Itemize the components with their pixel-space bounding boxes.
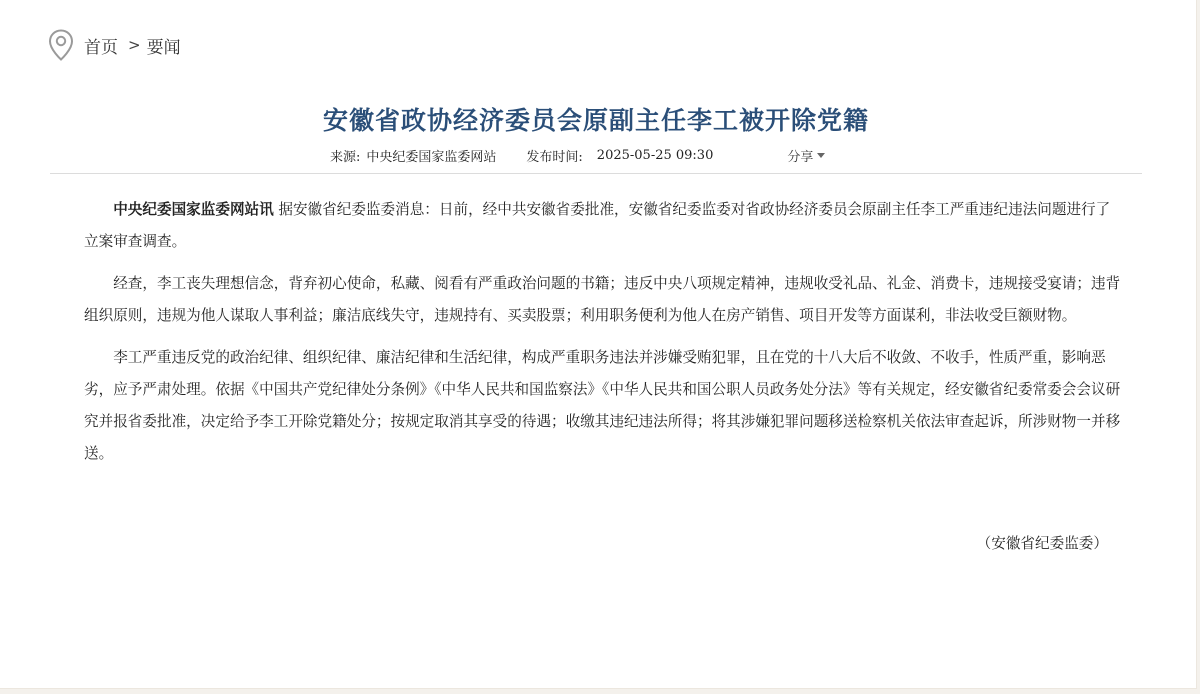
source-label: 来源: (330, 149, 361, 165)
header-divider (50, 173, 1142, 174)
breadcrumb (48, 28, 181, 62)
paragraph-text: 经查，李工丧失理想信念，背弃初心使命，私藏、阅看有严重政治问题的书籍；违反中央八项规定精神，违规收受礼品、礼金、消费卡，违规接受宴请；违背组织原则，违规为他人谋取人事利益；廉洁底线失守，违规持有、买卖股票；利用职务便利为他人在房产销售、项目开发等方面谋利，非法收受巨额财物。 (84, 275, 1121, 324)
breadcrumb-home-link[interactable]: 首页 (84, 37, 118, 58)
date-group (526, 146, 713, 165)
paragraph-1 (84, 194, 1124, 258)
source-value: 中央纪委国家监委网站 (366, 149, 497, 165)
article-body (84, 194, 1124, 480)
location-pin-icon (48, 29, 74, 61)
source-note: （安徽省纪委监委） (976, 535, 1108, 552)
paragraph-2 (84, 268, 1124, 332)
breadcrumb-current-link[interactable]: 要闻 (146, 37, 181, 58)
paragraph-3 (84, 342, 1124, 470)
article-title: 安徽省政协经济委员会原副主任李工被开除党籍 (322, 105, 869, 135)
date-value: 2025-05-25 09:30 (596, 147, 714, 163)
article-meta (330, 145, 825, 165)
source-group (330, 146, 496, 165)
lead-text: 中央纪委国家监委网站讯 (113, 201, 274, 218)
share-label: 分享 (787, 149, 814, 165)
date-label: 发布时间: (526, 149, 583, 165)
breadcrumb-separator: > (128, 36, 141, 54)
caret-down-icon (817, 153, 825, 158)
share-button[interactable] (787, 146, 825, 165)
paragraph-text: 李工严重违反党的政治纪律、组织纪律、廉洁纪律和生活纪律，构成严重职务违法并涉嫌受贿犯罪，且在党的十八大后不收敛、不收手，性质严重，影响恶劣，应予严肃处理。依据《中国共产党纪律处分条例》《中华人民共和国监察法》《中华人民共和国公职人员政务处分法》等有关规定，经安徽省纪委常委会会议研究并报省委批准，决定给予李工开除党籍处分；按规定取消其享受的待遇；收缴其违纪违法所得；将其涉嫌犯罪问题移送检察机关依法审查起诉，所涉财物一并移送。 (84, 349, 1121, 462)
paragraph-text: 据安徽省纪委监委消息：日前，经中共安徽省委批准，安徽省纪委监委对省政协经济委员会原副主任李工严重违纪违法问题进行了立案审查调查。 (84, 201, 1111, 250)
